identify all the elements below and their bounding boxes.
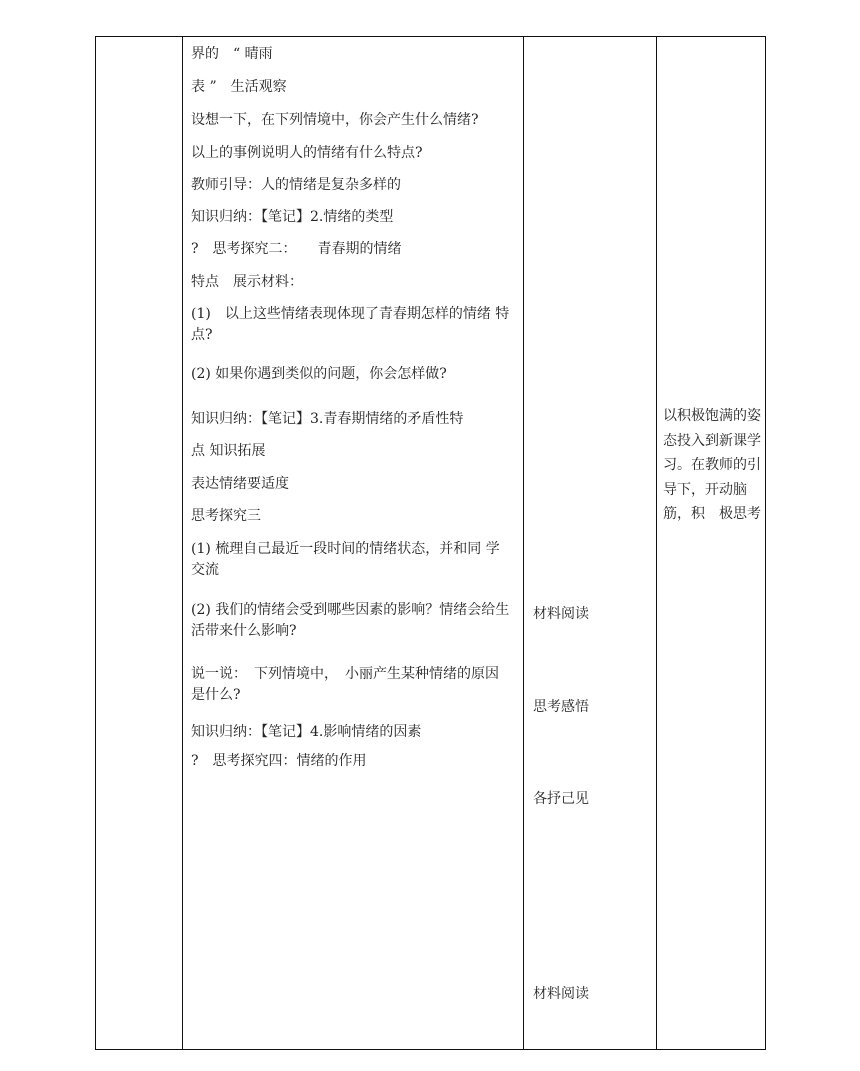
student-activity: 各抒己见 — [533, 791, 589, 807]
student-activity: 思考感悟 — [533, 699, 589, 715]
text-line: 表达情绪要适度 — [191, 476, 289, 492]
text-line: 点 知识拓展 — [191, 443, 266, 459]
text-line: (2) 如果你遇到类似的问题，你会怎样做? — [191, 366, 447, 382]
text-line: 思考探究三 — [191, 508, 261, 524]
design-intent: 以积极饱满的姿态投入到新课学习。在教师的引导下，开动脑筋，积 极思考 — [663, 408, 761, 522]
student-activity: 材料阅读 — [533, 606, 589, 622]
text-line: 表 ” 生活观察 — [191, 79, 287, 95]
column-divider — [182, 37, 183, 1049]
text-line: 知识归纳：【笔记】3.青春期情绪的矛盾性特 — [191, 411, 464, 427]
column-divider — [523, 37, 524, 1049]
column-divider — [656, 37, 657, 1049]
text-line: 知识归纳：【笔记】2.情绪的类型 — [191, 209, 394, 225]
text-line: 教师引导：人的情绪是复杂多样的 — [191, 177, 401, 193]
text-paragraph: 说一说： 下列情境中， 小丽产生某种情绪的原因 是什么? — [191, 666, 499, 703]
text-paragraph: (1) 以上这些情绪表现体现了青春期怎样的情绪 特点? — [191, 306, 510, 343]
text-line: 特点 展示材料： — [191, 274, 303, 290]
text-paragraph: (2) 我们的情绪会受到哪些因素的影响？情绪会给生活带来什么影响? — [191, 602, 510, 639]
text-line: 界的 “ 晴雨 — [191, 46, 273, 62]
text-line: ? 思考探究二： 青春期的情绪 — [191, 241, 402, 257]
text-paragraph: (1) 梳理自己最近一段时间的情绪状态，并和同 学交流 — [191, 541, 500, 578]
text-line: 设想一下，在下列情境中，你会产生什么情绪? — [191, 112, 479, 128]
student-activity: 材料阅读 — [533, 986, 589, 1002]
text-line: ? 思考探究四：情绪的作用 — [191, 753, 367, 769]
text-line: 知识归纳：【笔记】4.影响情绪的因素 — [191, 724, 422, 740]
text-line: 以上的事例说明人的情绪有什么特点? — [191, 145, 423, 161]
